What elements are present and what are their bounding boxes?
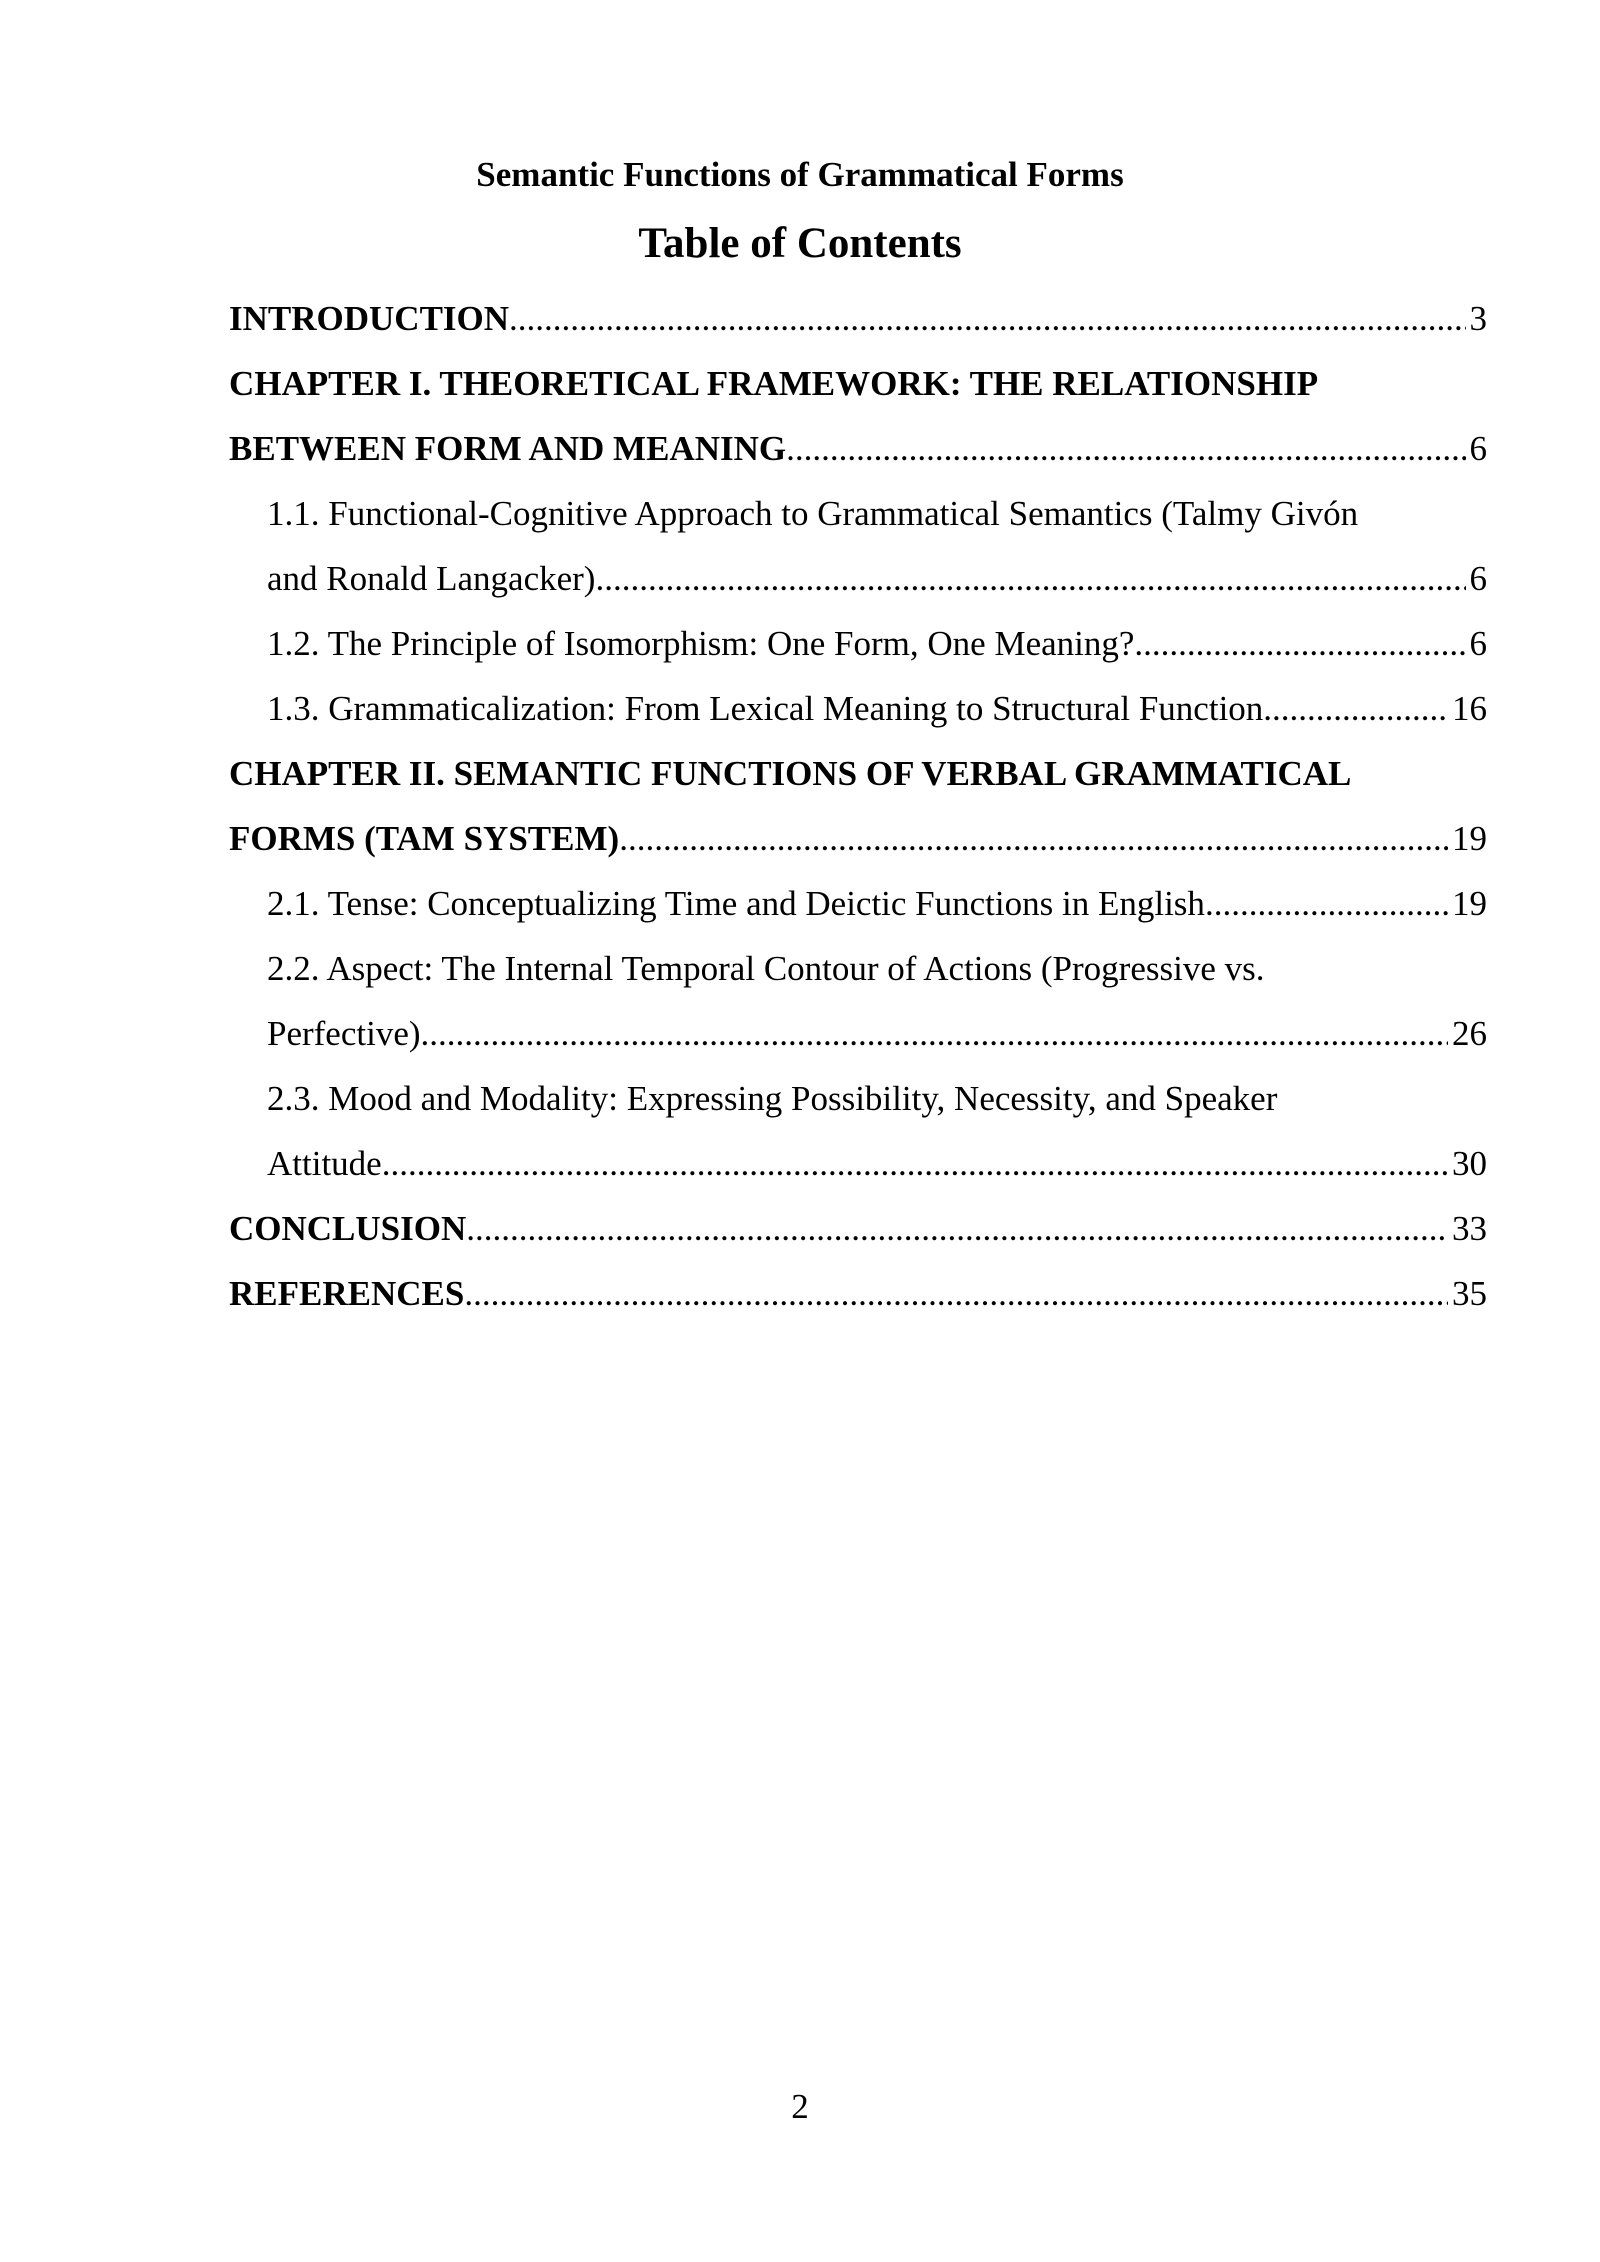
toc-entry[interactable]: [229, 611, 1487, 676]
toc-entry[interactable]: [229, 871, 1487, 936]
toc-entry-page-number: 30: [1452, 1144, 1487, 1183]
toc-dot-leader: [595, 546, 1465, 611]
toc-dot-leader: [786, 416, 1465, 481]
toc-entry[interactable]: [229, 1001, 1487, 1066]
toc-entry-page-number: 33: [1452, 1209, 1487, 1248]
toc-entry[interactable]: [229, 286, 1487, 351]
toc-entry-page-number: 26: [1452, 1014, 1487, 1053]
toc-entry-title: Attitude: [267, 1144, 382, 1183]
toc-entry[interactable]: [229, 416, 1487, 481]
toc-dot-leader: [509, 286, 1465, 351]
toc-entry-page-number: 6: [1469, 624, 1487, 663]
toc-entry-title: BETWEEN FORM AND MEANING: [229, 429, 787, 468]
toc-entry-line[interactable]: CHAPTER I. THEORETICAL FRAMEWORK: THE RELATIONSHIP: [229, 364, 1319, 403]
toc-entry-title: 1.2. The Principle of Isomorphism: One Form, One Meaning?: [267, 624, 1135, 663]
toc-dot-leader: [421, 1001, 1448, 1066]
toc-dot-leader: [1263, 676, 1448, 741]
toc-entry[interactable]: [229, 1131, 1487, 1196]
table-of-contents: [229, 286, 1487, 1326]
toc-entry-page-number: 3: [1469, 299, 1487, 338]
toc-entry-title: Perfective): [267, 1014, 421, 1053]
toc-dot-leader: [464, 1261, 1448, 1326]
toc-entry-line[interactable]: CHAPTER II. SEMANTIC FUNCTIONS OF VERBAL GRAMMATICAL: [229, 754, 1352, 793]
toc-entry-line[interactable]: 2.2. Aspect: The Internal Temporal Contour of Actions (Progressive vs.: [267, 949, 1265, 988]
toc-entry-page-number: 19: [1452, 819, 1487, 858]
toc-entry-title: and Ronald Langacker): [267, 559, 596, 598]
toc-entry-page-number: 19: [1452, 884, 1487, 923]
toc-entry-line[interactable]: 2.3. Mood and Modality: Expressing Possibility, Necessity, and Speaker: [267, 1079, 1278, 1118]
document-title: Semantic Functions of Grammatical Forms: [476, 155, 1124, 194]
toc-entry[interactable]: [229, 806, 1487, 871]
toc-entry-page-number: 6: [1469, 429, 1487, 468]
toc-dot-leader: [466, 1196, 1448, 1261]
toc-entry-title: FORMS (TAM SYSTEM): [229, 819, 620, 858]
toc-dot-leader: [1205, 871, 1448, 936]
toc-entry-page-number: 35: [1452, 1274, 1487, 1313]
toc-dot-leader: [382, 1131, 1448, 1196]
toc-entry-title: REFERENCES: [229, 1274, 465, 1313]
toc-entry-page-number: 6: [1469, 559, 1487, 598]
page-number: 2: [791, 2087, 809, 2126]
toc-entry-title: 1.3. Grammaticalization: From Lexical Meaning to Structural Function: [267, 689, 1264, 728]
toc-entry-page-number: 16: [1452, 689, 1487, 728]
toc-entry[interactable]: [229, 1196, 1487, 1261]
toc-dot-leader: [619, 806, 1448, 871]
toc-heading: Table of Contents: [638, 220, 962, 267]
toc-entry-line[interactable]: 1.1. Functional-Cognitive Approach to Grammatical Semantics (Talmy Givón: [267, 494, 1359, 533]
toc-entry[interactable]: [229, 1261, 1487, 1326]
toc-entry-title: CONCLUSION: [229, 1209, 467, 1248]
toc-entry[interactable]: [229, 546, 1487, 611]
toc-entry-title: INTRODUCTION: [229, 299, 510, 338]
toc-dot-leader: [1134, 611, 1465, 676]
toc-entry-title: 2.1. Tense: Conceptualizing Time and Deictic Functions in English: [267, 884, 1205, 923]
toc-entry[interactable]: [229, 676, 1487, 741]
